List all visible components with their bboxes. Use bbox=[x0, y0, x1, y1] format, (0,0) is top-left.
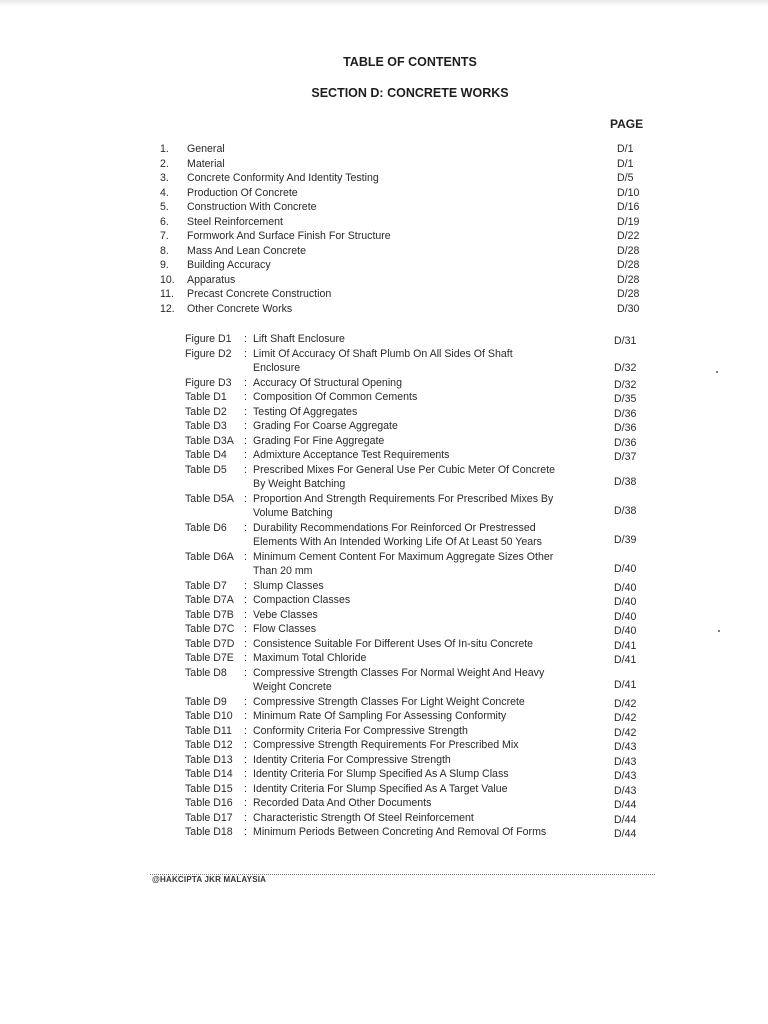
section-number: 7. bbox=[160, 230, 169, 242]
entry-title: Recorded Data And Other Documents bbox=[253, 797, 432, 809]
entry-separator: : bbox=[244, 724, 247, 737]
section-number: 12. bbox=[160, 302, 175, 315]
entry-page: D/36 bbox=[614, 422, 637, 434]
page-title: TABLE OF CONTENTS bbox=[343, 55, 477, 69]
entry-title: Maximum Total Chloride bbox=[253, 652, 367, 664]
entry-title: Prescribed Mixes For General Use Per Cubic Meter Of Concrete bbox=[253, 463, 556, 476]
entry-reference: Table D17 bbox=[185, 811, 233, 824]
entry-page: D/40 bbox=[614, 562, 637, 575]
figure-entry bbox=[0, 376, 768, 390]
entry-reference: Figure D2 bbox=[185, 347, 232, 360]
entry-page: D/40 bbox=[614, 625, 637, 637]
table-entry bbox=[0, 521, 768, 550]
table-entry bbox=[0, 550, 768, 579]
section-entry bbox=[0, 157, 768, 171]
section-number: 8. bbox=[160, 244, 169, 257]
entry-title: Proportion And Strength Requirements For Prescribed Mixes By bbox=[253, 492, 554, 505]
table-entry bbox=[0, 419, 768, 433]
entry-separator: : bbox=[244, 594, 247, 606]
entry-page: D/42 bbox=[614, 712, 637, 724]
entry-page: D/40 bbox=[614, 581, 637, 594]
entry-separator: : bbox=[244, 695, 247, 708]
entry-reference: Table D6A bbox=[185, 550, 234, 563]
entry-separator: : bbox=[244, 666, 247, 679]
entry-separator: : bbox=[244, 826, 247, 838]
table-entry bbox=[0, 738, 768, 752]
entry-title-continued: Elements With An Intended Working Life Of At Least 50 Years bbox=[253, 536, 542, 548]
entry-reference: Table D5A bbox=[185, 492, 234, 505]
entry-title: Slump Classes bbox=[253, 579, 324, 592]
entry-reference: Table D18 bbox=[185, 826, 233, 838]
entry-separator: : bbox=[244, 623, 247, 635]
section-label: Building Accuracy bbox=[187, 259, 271, 271]
entry-reference: Table D2 bbox=[185, 405, 227, 418]
section-entry bbox=[0, 171, 768, 185]
entry-separator: : bbox=[244, 579, 247, 592]
entry-separator: : bbox=[244, 434, 247, 447]
entry-reference: Table D7B bbox=[185, 608, 234, 621]
entry-title-continued: Volume Batching bbox=[253, 507, 333, 519]
entry-page: D/43 bbox=[614, 784, 637, 797]
entry-page: D/40 bbox=[614, 610, 637, 623]
section-number: 11. bbox=[160, 288, 174, 300]
entry-title: Composition Of Common Cements bbox=[253, 391, 418, 403]
entry-title: Minimum Cement Content For Maximum Aggregate Sizes Other bbox=[253, 550, 554, 563]
entry-separator: : bbox=[244, 405, 247, 418]
entry-page: D/43 bbox=[614, 755, 637, 768]
entry-page: D/44 bbox=[614, 828, 637, 840]
entry-separator: : bbox=[244, 637, 247, 650]
section-entry bbox=[0, 244, 768, 258]
section-page: D/28 bbox=[617, 259, 640, 271]
entry-page: D/37 bbox=[614, 451, 637, 463]
table-entry bbox=[0, 709, 768, 723]
table-entry bbox=[0, 724, 768, 738]
section-title: SECTION D: CONCRETE WORKS bbox=[311, 86, 509, 100]
entry-title: Admixture Acceptance Test Requirements bbox=[253, 449, 450, 461]
entry-reference: Table D14 bbox=[185, 768, 233, 780]
entry-page: D/31 bbox=[614, 335, 637, 347]
entry-reference: Table D11 bbox=[185, 724, 232, 737]
entry-title: Flow Classes bbox=[253, 623, 316, 635]
entry-reference: Table D10 bbox=[185, 710, 233, 722]
entry-separator: : bbox=[244, 420, 247, 432]
entry-page: D/42 bbox=[614, 697, 637, 710]
entry-title: Lift Shaft Enclosure bbox=[253, 333, 345, 345]
section-label: Other Concrete Works bbox=[187, 302, 293, 315]
entry-title: Identity Criteria For Slump Specified As A Target Value bbox=[253, 782, 508, 795]
entry-reference: Figure D3 bbox=[185, 376, 232, 389]
entry-reference: Figure D1 bbox=[185, 333, 232, 345]
entry-page: D/41 bbox=[614, 678, 637, 691]
table-entry bbox=[0, 463, 768, 492]
entry-title: Identity Criteria For Compressive Strength bbox=[253, 753, 451, 766]
figure-entry bbox=[0, 347, 768, 376]
entry-separator: : bbox=[244, 376, 247, 389]
entry-page: D/39 bbox=[614, 533, 637, 546]
entry-separator: : bbox=[244, 463, 247, 476]
scan-speck bbox=[716, 371, 718, 373]
entry-reference: Table D8 bbox=[185, 666, 227, 679]
entry-page: D/40 bbox=[614, 596, 637, 608]
entry-title: Compressive Strength Requirements For Prescribed Mix bbox=[253, 739, 519, 751]
section-number: 4. bbox=[160, 186, 169, 199]
entry-page: D/42 bbox=[614, 726, 637, 739]
entry-reference: Table D12 bbox=[185, 739, 233, 751]
entry-title: Identity Criteria For Slump Specified As A Slump Class bbox=[253, 768, 509, 780]
entry-reference: Table D7D bbox=[185, 637, 235, 650]
entry-title: Compaction Classes bbox=[253, 594, 351, 606]
table-entry bbox=[0, 651, 768, 665]
table-entry bbox=[0, 782, 768, 796]
entry-title: Accuracy Of Structural Opening bbox=[253, 376, 402, 389]
table-entry bbox=[0, 390, 768, 404]
section-label: Mass And Lean Concrete bbox=[187, 244, 306, 257]
entry-reference: Table D7 bbox=[185, 579, 227, 592]
section-number: 3. bbox=[160, 172, 169, 184]
section-label: Formwork And Surface Finish For Structure bbox=[187, 230, 391, 242]
table-entry bbox=[0, 622, 768, 636]
section-page: D/19 bbox=[617, 215, 640, 228]
table-entry bbox=[0, 593, 768, 607]
entry-reference: Table D4 bbox=[185, 449, 227, 461]
section-page: D/22 bbox=[617, 230, 640, 242]
section-label: Apparatus bbox=[187, 273, 236, 286]
entry-reference: Table D13 bbox=[185, 753, 233, 766]
entry-title-continued: Than 20 mm bbox=[253, 565, 313, 577]
entry-separator: : bbox=[244, 347, 247, 360]
entry-page: D/32 bbox=[614, 362, 637, 374]
section-page: D/10 bbox=[617, 186, 640, 199]
entry-reference: Table D3 bbox=[185, 420, 227, 432]
entry-page: D/43 bbox=[614, 741, 637, 753]
entry-page: D/35 bbox=[614, 393, 637, 405]
section-label: Material bbox=[187, 157, 225, 170]
entry-title: Durability Recommendations For Reinforced Or Prestressed bbox=[253, 521, 536, 534]
section-entry bbox=[0, 302, 768, 316]
scan-edge bbox=[0, 0, 768, 6]
entry-title: Conformity Criteria For Compressive Strength bbox=[253, 724, 468, 737]
table-entry bbox=[0, 753, 768, 767]
table-entry bbox=[0, 405, 768, 419]
section-page: D/5 bbox=[617, 172, 634, 184]
section-page: D/1 bbox=[617, 157, 634, 170]
table-entry bbox=[0, 637, 768, 651]
entry-title: Minimum Rate Of Sampling For Assessing Conformity bbox=[253, 710, 507, 722]
entry-title: Testing Of Aggregates bbox=[253, 405, 358, 418]
footer-copyright: @HAKCIPTA JKR MALAYSIA bbox=[152, 875, 267, 884]
table-entry bbox=[0, 608, 768, 622]
entry-separator: : bbox=[244, 753, 247, 766]
section-page: D/28 bbox=[617, 288, 640, 300]
entry-page: D/32 bbox=[614, 378, 637, 391]
entry-reference: Table D5 bbox=[185, 463, 227, 476]
entry-reference: Table D3A bbox=[185, 434, 234, 447]
table-entry bbox=[0, 767, 768, 781]
table-entry bbox=[0, 492, 768, 521]
entry-title: Grading For Fine Aggregate bbox=[253, 434, 385, 447]
section-entry bbox=[0, 229, 768, 243]
section-page: D/30 bbox=[617, 302, 640, 315]
entry-page: D/44 bbox=[614, 813, 637, 826]
section-label: Production Of Concrete bbox=[187, 186, 298, 199]
section-number: 9. bbox=[160, 259, 169, 271]
table-entry bbox=[0, 811, 768, 825]
entry-reference: Table D6 bbox=[185, 521, 227, 534]
figure-entry bbox=[0, 332, 768, 346]
entry-separator: : bbox=[244, 333, 247, 345]
section-page: D/1 bbox=[617, 143, 634, 155]
section-entry bbox=[0, 273, 768, 287]
entry-reference: Table D9 bbox=[185, 695, 227, 708]
section-entry bbox=[0, 258, 768, 272]
section-number: 10. bbox=[160, 273, 175, 286]
entry-separator: : bbox=[244, 739, 247, 751]
scan-speck bbox=[718, 630, 720, 632]
entry-reference: Table D15 bbox=[185, 782, 233, 795]
section-page: D/28 bbox=[617, 273, 640, 286]
section-label: Concrete Conformity And Identity Testing bbox=[187, 172, 379, 184]
entry-separator: : bbox=[244, 797, 247, 809]
section-entry bbox=[0, 215, 768, 229]
entry-reference: Table D7E bbox=[185, 652, 234, 664]
table-entry bbox=[0, 796, 768, 810]
section-page: D/16 bbox=[617, 201, 640, 213]
entry-separator: : bbox=[244, 391, 247, 403]
entry-reference: Table D7C bbox=[185, 623, 235, 635]
table-entry bbox=[0, 434, 768, 448]
section-label: Steel Reinforcement bbox=[187, 215, 283, 228]
section-number: 6. bbox=[160, 215, 169, 228]
table-entry bbox=[0, 695, 768, 709]
entry-separator: : bbox=[244, 492, 247, 505]
section-entry bbox=[0, 142, 768, 156]
entry-page: D/44 bbox=[614, 799, 637, 811]
section-entry bbox=[0, 287, 768, 301]
entry-reference: Table D1 bbox=[185, 391, 227, 403]
section-label: Precast Concrete Construction bbox=[187, 288, 332, 300]
table-entry bbox=[0, 448, 768, 462]
entry-separator: : bbox=[244, 811, 247, 824]
table-entry bbox=[0, 666, 768, 695]
entry-separator: : bbox=[244, 521, 247, 534]
entry-page: D/36 bbox=[614, 407, 637, 420]
entry-separator: : bbox=[244, 652, 247, 664]
section-entry bbox=[0, 186, 768, 200]
entry-title: Characteristic Strength Of Steel Reinforcement bbox=[253, 811, 474, 824]
entry-title: Limit Of Accuracy Of Shaft Plumb On All Sides Of Shaft bbox=[253, 347, 513, 360]
table-entry bbox=[0, 825, 768, 839]
entry-title-continued: Weight Concrete bbox=[253, 681, 332, 693]
entry-title: Vebe Classes bbox=[253, 608, 318, 621]
entry-title: Minimum Periods Between Concreting And Removal Of Forms bbox=[253, 826, 547, 838]
entry-title: Compressive Strength Classes For Normal Weight And Heavy bbox=[253, 666, 545, 679]
entry-separator: : bbox=[244, 550, 247, 563]
entry-page: D/43 bbox=[614, 770, 637, 782]
section-label: General bbox=[187, 143, 225, 155]
entry-page: D/36 bbox=[614, 436, 637, 449]
entry-page: D/41 bbox=[614, 654, 637, 666]
entry-title: Grading For Coarse Aggregate bbox=[253, 420, 398, 432]
entry-separator: : bbox=[244, 768, 247, 780]
entry-page: D/41 bbox=[614, 639, 637, 652]
section-page: D/28 bbox=[617, 244, 640, 257]
entry-reference: Table D7A bbox=[185, 594, 234, 606]
entry-page: D/38 bbox=[614, 475, 637, 488]
entry-title-continued: By Weight Batching bbox=[253, 478, 346, 490]
table-entry bbox=[0, 579, 768, 593]
entry-separator: : bbox=[244, 608, 247, 621]
entry-separator: : bbox=[244, 782, 247, 795]
section-number: 5. bbox=[160, 201, 169, 213]
entry-title: Consistence Suitable For Different Uses Of In-situ Concrete bbox=[253, 637, 534, 650]
entry-separator: : bbox=[244, 449, 247, 461]
entry-reference: Table D16 bbox=[185, 797, 233, 809]
page-column-header: PAGE bbox=[610, 117, 644, 131]
section-number: 1. bbox=[160, 143, 169, 155]
entry-title: Compressive Strength Classes For Light Weight Concrete bbox=[253, 695, 525, 708]
section-entry bbox=[0, 200, 768, 214]
section-number: 2. bbox=[160, 157, 169, 170]
section-label: Construction With Concrete bbox=[187, 201, 317, 213]
entry-title-continued: Enclosure bbox=[253, 362, 301, 374]
entry-separator: : bbox=[244, 710, 247, 722]
entry-page: D/38 bbox=[614, 504, 637, 517]
